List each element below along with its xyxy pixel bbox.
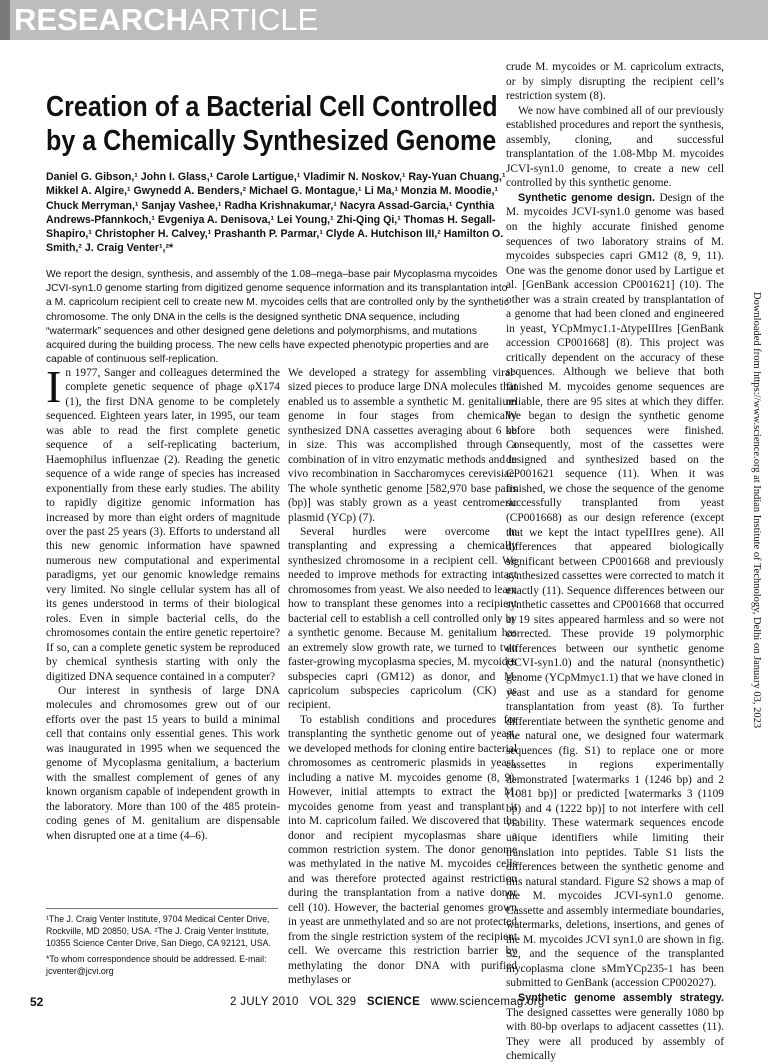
paragraph-text: n 1977, Sanger and colleagues determined the complete genetic sequence of phage φX174 (1), the first DNA genome to be completely sequenced. Eighteen years later, in 1995, our team was able to read the first complete genetic sequence of a self-replicating bacterium, Haemophilus influenzae (2). Reading the genetic sequence of a wide range of species has increased exponentially from these early studies. The ability to rapidly digitize genomic information has increased by more than eight orders of magnitude over the past 25 years (3). Efforts to understand all this new genomic information have spawned numerous new computational and experimental paradigms, yet our genomic knowledge remains very limited. No single cellular system has all of its genes understood in terms of their biological roles. Even in simple bacterial cells, do the chromosomes contain the entire genetic repertoire? If so, can a complete genetic system be reproduced by chemical synthesis starting with only the digitized DNA sequence contained in a computer?: [46, 367, 280, 683]
download-notice-text: Downloaded from https://www.science.org at Indian Institute of Technology, Delhi on January 03, 2023: [751, 292, 762, 729]
author-list: Daniel G. Gibson,¹ John I. Glass,¹ Carole Lartigue,¹ Vladimir N. Noskov,¹ Ray-Yuan Chuang,¹ Mikkel A. Algire,¹ Gwynedd A. Benders,² Michael G. Montague,¹ Li Ma,¹ Monzia M. Moodie,¹ Chuck Merryman,¹ Sanjay Vashee,¹ Radha Krishnakumar,¹ Nacyra Assad-Garcia,¹ Cynthia Andrews-Pfannkoch,¹ Evgeniya A. Denisova,¹ Lei Young,¹ Zhi-Qing Qi,¹ Thomas H. Segall-Shapiro,¹ Christopher H. Calvey,¹ Prashanth P. Parmar,¹ Clyde A. Hutchison III,² Hamilton O. Smith,² J. Craig Venter¹,²*: [46, 171, 506, 255]
paragraph: [506, 191, 724, 991]
affiliation-note: ¹The J. Craig Venter Institute, 9704 Medical Center Drive, Rockville, MD 20850, USA. ²The J. Craig Venter Institute, 10355 Science Center Drive, San Diego, CA 92121, USA.: [46, 914, 271, 948]
paragraph: crude M. mycoides or M. capricolum extracts, or by simply disrupting the recipient cell’s restriction system (8).: [506, 61, 724, 103]
section-heading: Synthetic genome design.: [518, 191, 655, 204]
section-heading: Synthetic genome assembly strategy.: [518, 992, 724, 1004]
footnotes: [46, 908, 278, 981]
page-number: 52: [30, 995, 44, 1009]
journal-name: SCIENCE: [366, 996, 421, 1008]
journal-url: www.sciencemag.org: [430, 996, 545, 1008]
drop-cap: I: [46, 361, 62, 412]
banner-light: ARTICLE: [187, 2, 319, 37]
paragraph: We now have combined all of our previously established procedures and report the synthesis, assembly, cloning, and successful transplantation of the 1.08-Mbp M. mycoides JCVI-syn1.0 genome, to create a new cell controlled by this synthetic genome.: [506, 104, 724, 190]
abstract: We report the design, synthesis, and assembly of the 1.08–mega–base pair Mycoplasma mycoides JCVI-syn1.0 genome starting from digitized genome sequence information and its transplantation into a M. capricolum recipient cell to create new M. mycoides cells that are controlled only by the synthetic chromosome. The only DNA in the cells is the designed synthetic DNA sequence, including “watermark” sequences and other designed gene deletions and polymorphisms, and mutations acquired during the building process. The new cells have expected phenotypic properties and are capable of continuous self-replication.: [46, 269, 509, 366]
banner-bold: RESEARCH: [14, 2, 188, 37]
article-title: Creation of a Bacterial Cell Controlled by a Chemically Synthesized Genome: [46, 91, 498, 157]
footer-info: [230, 996, 545, 1008]
paragraph: Several hurdles were overcome in transplanting and expressing a chemically synthesized chromosome in a recipient cell. We needed to improve methods for extracting intact chromosomes from yeast. We also needed to learn how to transplant these genomes into a recipient bacterial cell to establish a cell controlled only by a synthetic genome. Because M. genitalium has an extremely slow growth rate, we turned to two faster-growing mycoplasma species, M. mycoides subspecies capri (GM12) as donor, and M. capricolum subspecies capricolum (CK) as recipient.: [288, 525, 517, 712]
correspondence-note: *To whom correspondence should be addressed. E-mail: jcventer@jcvi.org: [46, 954, 267, 976]
paragraph: To establish conditions and procedures for transplanting the synthetic genome out of yeast, we developed methods for cloning entire bacterial chromosomes as centromeric plasmids in yeast, including a native M. mycoides genome (8, 9). However, initial attempts to extract the M. mycoides genome from yeast and transplant it into M. capricolum failed. We discovered that the donor and recipient mycoplasmas share a common restriction system. The donor genome was methylated in the native M. mycoides cells and was therefore protected against restriction during the transplantation from a native donor cell (10). However, the bacterial genomes grown in yeast are unmethylated and so are not protected from the single restriction system of the recipient cell. We overcame this restriction barrier by methylating the donor DNA with purified methylases or: [288, 713, 517, 987]
banner-label: [14, 2, 318, 38]
body-column-3: [506, 60, 724, 1064]
body-column-1: [46, 361, 280, 843]
paragraph: [46, 361, 280, 684]
section-banner: [0, 0, 768, 40]
issue-date: 2 JULY 2010: [230, 996, 299, 1008]
download-notice: [748, 292, 764, 892]
body-column-2: [288, 366, 517, 987]
banner-accent-bar: [0, 0, 10, 40]
paragraph: Our interest in synthesis of large DNA molecules and chromosomes grew out of our efforts over the past 15 years to build a minimal cell that contains only essential genes. This work was inaugurated in 1995 when we sequenced the genome of Mycoplasma genitalium, a bacterium with the smallest complement of genes of any known organism capable of independent growth in the laboratory. More than 100 of the 485 protein-coding genes of M. genitalium are dispensable when disrupted one at a time (4–6).: [46, 684, 280, 842]
volume: VOL 329: [309, 996, 357, 1008]
page-footer: [0, 990, 768, 1016]
paragraph: We developed a strategy for assembling viral-sized pieces to produce large DNA molecules that enabled us to assemble a synthetic M. genitalium genome in four stages from chemically synthesized DNA cassettes averaging about 6 kb in size. This was accomplished through a combination of in vitro enzymatic methods and in vivo recombination in Saccharomyces cerevisiae. The whole synthetic genome [582,970 base pairs (bp)] was stably grown as a yeast centromeric plasmid (YCp) (7).: [288, 367, 517, 524]
paragraph-text: The designed cassettes were generally 1080 bp with 80-bp overlaps to adjacent cassettes (11). They were all produced by assembly of chemically: [506, 1006, 724, 1063]
paragraph-text: Design of the M. mycoides JCVI-syn1.0 genome was based on the highly accurate finished genome sequences of two laboratory strains of M. mycoides subspecies capri GM12 (8, 9, 11). One was the genome donor used by Lartigue et al. [GenBank accession CP001621] (10). The other was a strain created by transplantation of a genome that had been cloned and engineered in yeast, YCpMmyc1.1-ΔtypeIIIres [GenBank accession CP001668] (8). This project was critically dependent on the accuracy of these sequences. Although we believe that both finished M. mycoides genome sequences are reliable, there are 95 sites at which they differ. We began to design the synthetic genome before both sequences were finished. Consequently, most of the cassettes were designed and synthesized based on the CP001621 sequence (11). When it was finished, we chose the sequence of the genome successfully transplanted from yeast (CP001668) as our design reference (except that we kept the intact typeIIIres gene). All differences that appeared biologically significant between CP001668 and previously synthesized cassettes were corrected to match it exactly (11). Sequence differences between our synthetic cassettes and CP001668 that occurred at 19 sites appeared harmless and so were not corrected. These provide 19 polymorphic differences between our synthetic genome (JCVI-syn1.0) and the natural (nonsynthetic) genome (YCpMmyc1.1) that we have cloned in yeast and use as a standard for genome transplantation from yeast (8). To further differentiate between the synthetic genome and the natural one, we designed four watermark sequences (fig. S1) to replace one or more cassettes in regions experimentally demonstrated [watermarks 1 (1246 bp) and 2 (1081 bp)] or predicted [watermarks 3 (1109 bp) and 4 (1222 bp)] to not interfere with cell viability. These watermark sequences encode unique identifiers while limiting their translation into peptides. Table S1 lists the differences between the synthetic genome and this natural standard. Figure S2 shows a map of the M. mycoides JCVI-syn1.0 genome. Cassette and assembly intermediate boundaries, watermarks, deletions, insertions, and genes of the M. mycoides JCVI syn1.0 are shown in fig. S2, and the sequence of the transplanted mycoplasma clone sMmYCp235-1 has been submitted to GenBank (accession CP002027).: [506, 191, 724, 990]
